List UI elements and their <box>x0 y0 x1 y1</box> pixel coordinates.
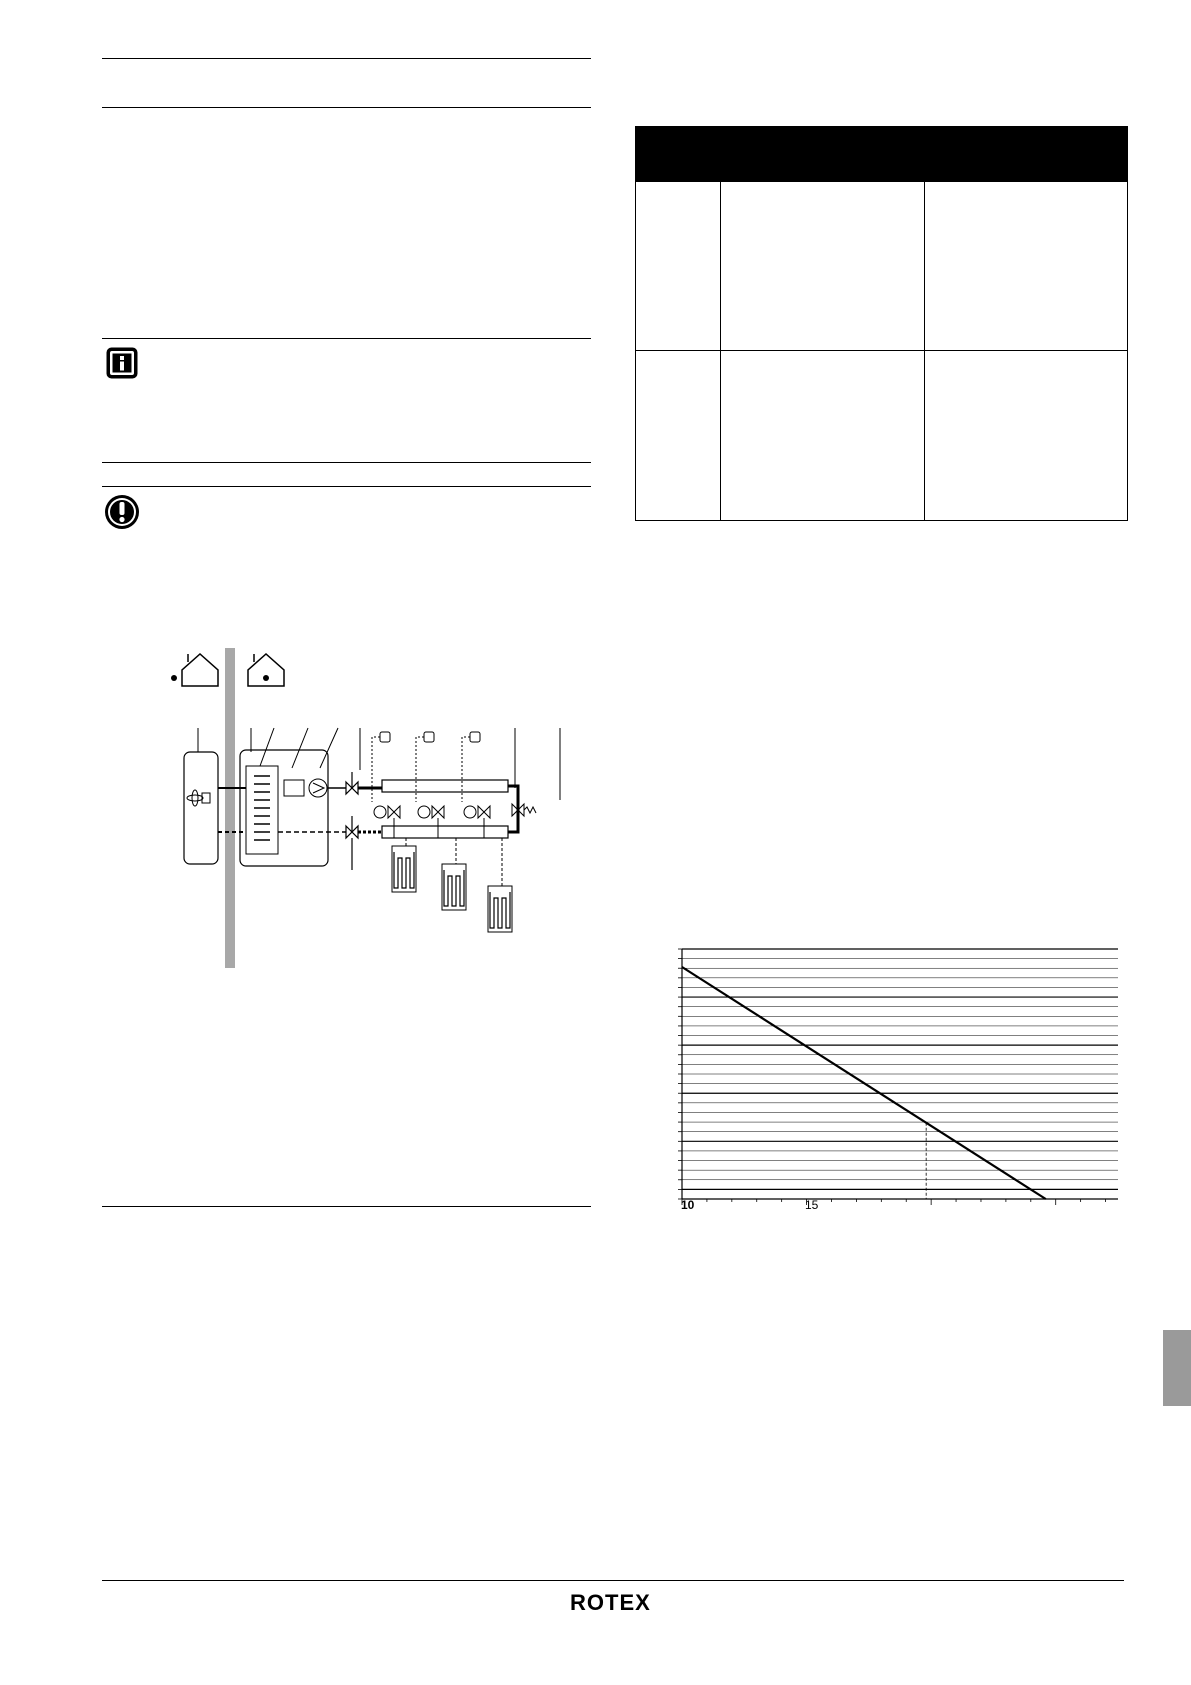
zone-2 <box>416 732 466 910</box>
supply-manifold <box>382 780 508 792</box>
outdoor-house-icon <box>182 654 218 686</box>
table-cell <box>721 182 925 351</box>
table-cell <box>636 351 721 521</box>
expansion-vessel <box>284 780 304 796</box>
bypass-valve <box>512 804 536 816</box>
zone-1 <box>372 732 416 892</box>
warning-icon <box>104 494 140 535</box>
table-header-group <box>721 127 1128 152</box>
indoor-house-icon <box>248 654 284 686</box>
fan-icon <box>187 790 210 806</box>
table-row <box>636 351 1128 521</box>
piping-diagram <box>160 640 600 980</box>
x-tick-label: 10 <box>681 1198 695 1212</box>
footer-rule <box>102 1580 1124 1581</box>
section-end-rule <box>102 1206 591 1207</box>
header-rule-top <box>102 58 591 59</box>
table-header-corner <box>636 127 721 182</box>
zone-3 <box>462 732 512 932</box>
info-icon <box>105 346 139 385</box>
return-manifold <box>382 826 508 838</box>
info-notice-rule-top <box>102 338 591 339</box>
brand-logo: ROTEX <box>570 1590 651 1615</box>
table-row <box>636 182 1128 351</box>
info-notice-rule-bottom <box>102 462 591 463</box>
grey-tab <box>1163 1330 1191 1406</box>
table-cell <box>721 351 925 521</box>
spec-table <box>635 126 1128 521</box>
heat-exchanger-coil <box>254 776 270 840</box>
shutoff-valve-supply <box>346 772 358 794</box>
table-subheader-2 <box>925 152 1128 182</box>
table-cell <box>925 182 1128 351</box>
wall <box>225 648 235 968</box>
table-subheader-1 <box>721 152 925 182</box>
x-tick-label: 15 <box>805 1198 819 1212</box>
shutoff-valve-return <box>346 816 358 870</box>
indoor-unit <box>240 750 328 866</box>
warning-notice-rule-top <box>102 486 591 487</box>
table-cell <box>925 351 1128 521</box>
table-cell <box>636 182 721 351</box>
data-line <box>682 967 1046 1199</box>
chart <box>670 945 1130 1205</box>
outdoor-unit <box>184 752 218 864</box>
header-rule-bottom <box>102 107 591 108</box>
